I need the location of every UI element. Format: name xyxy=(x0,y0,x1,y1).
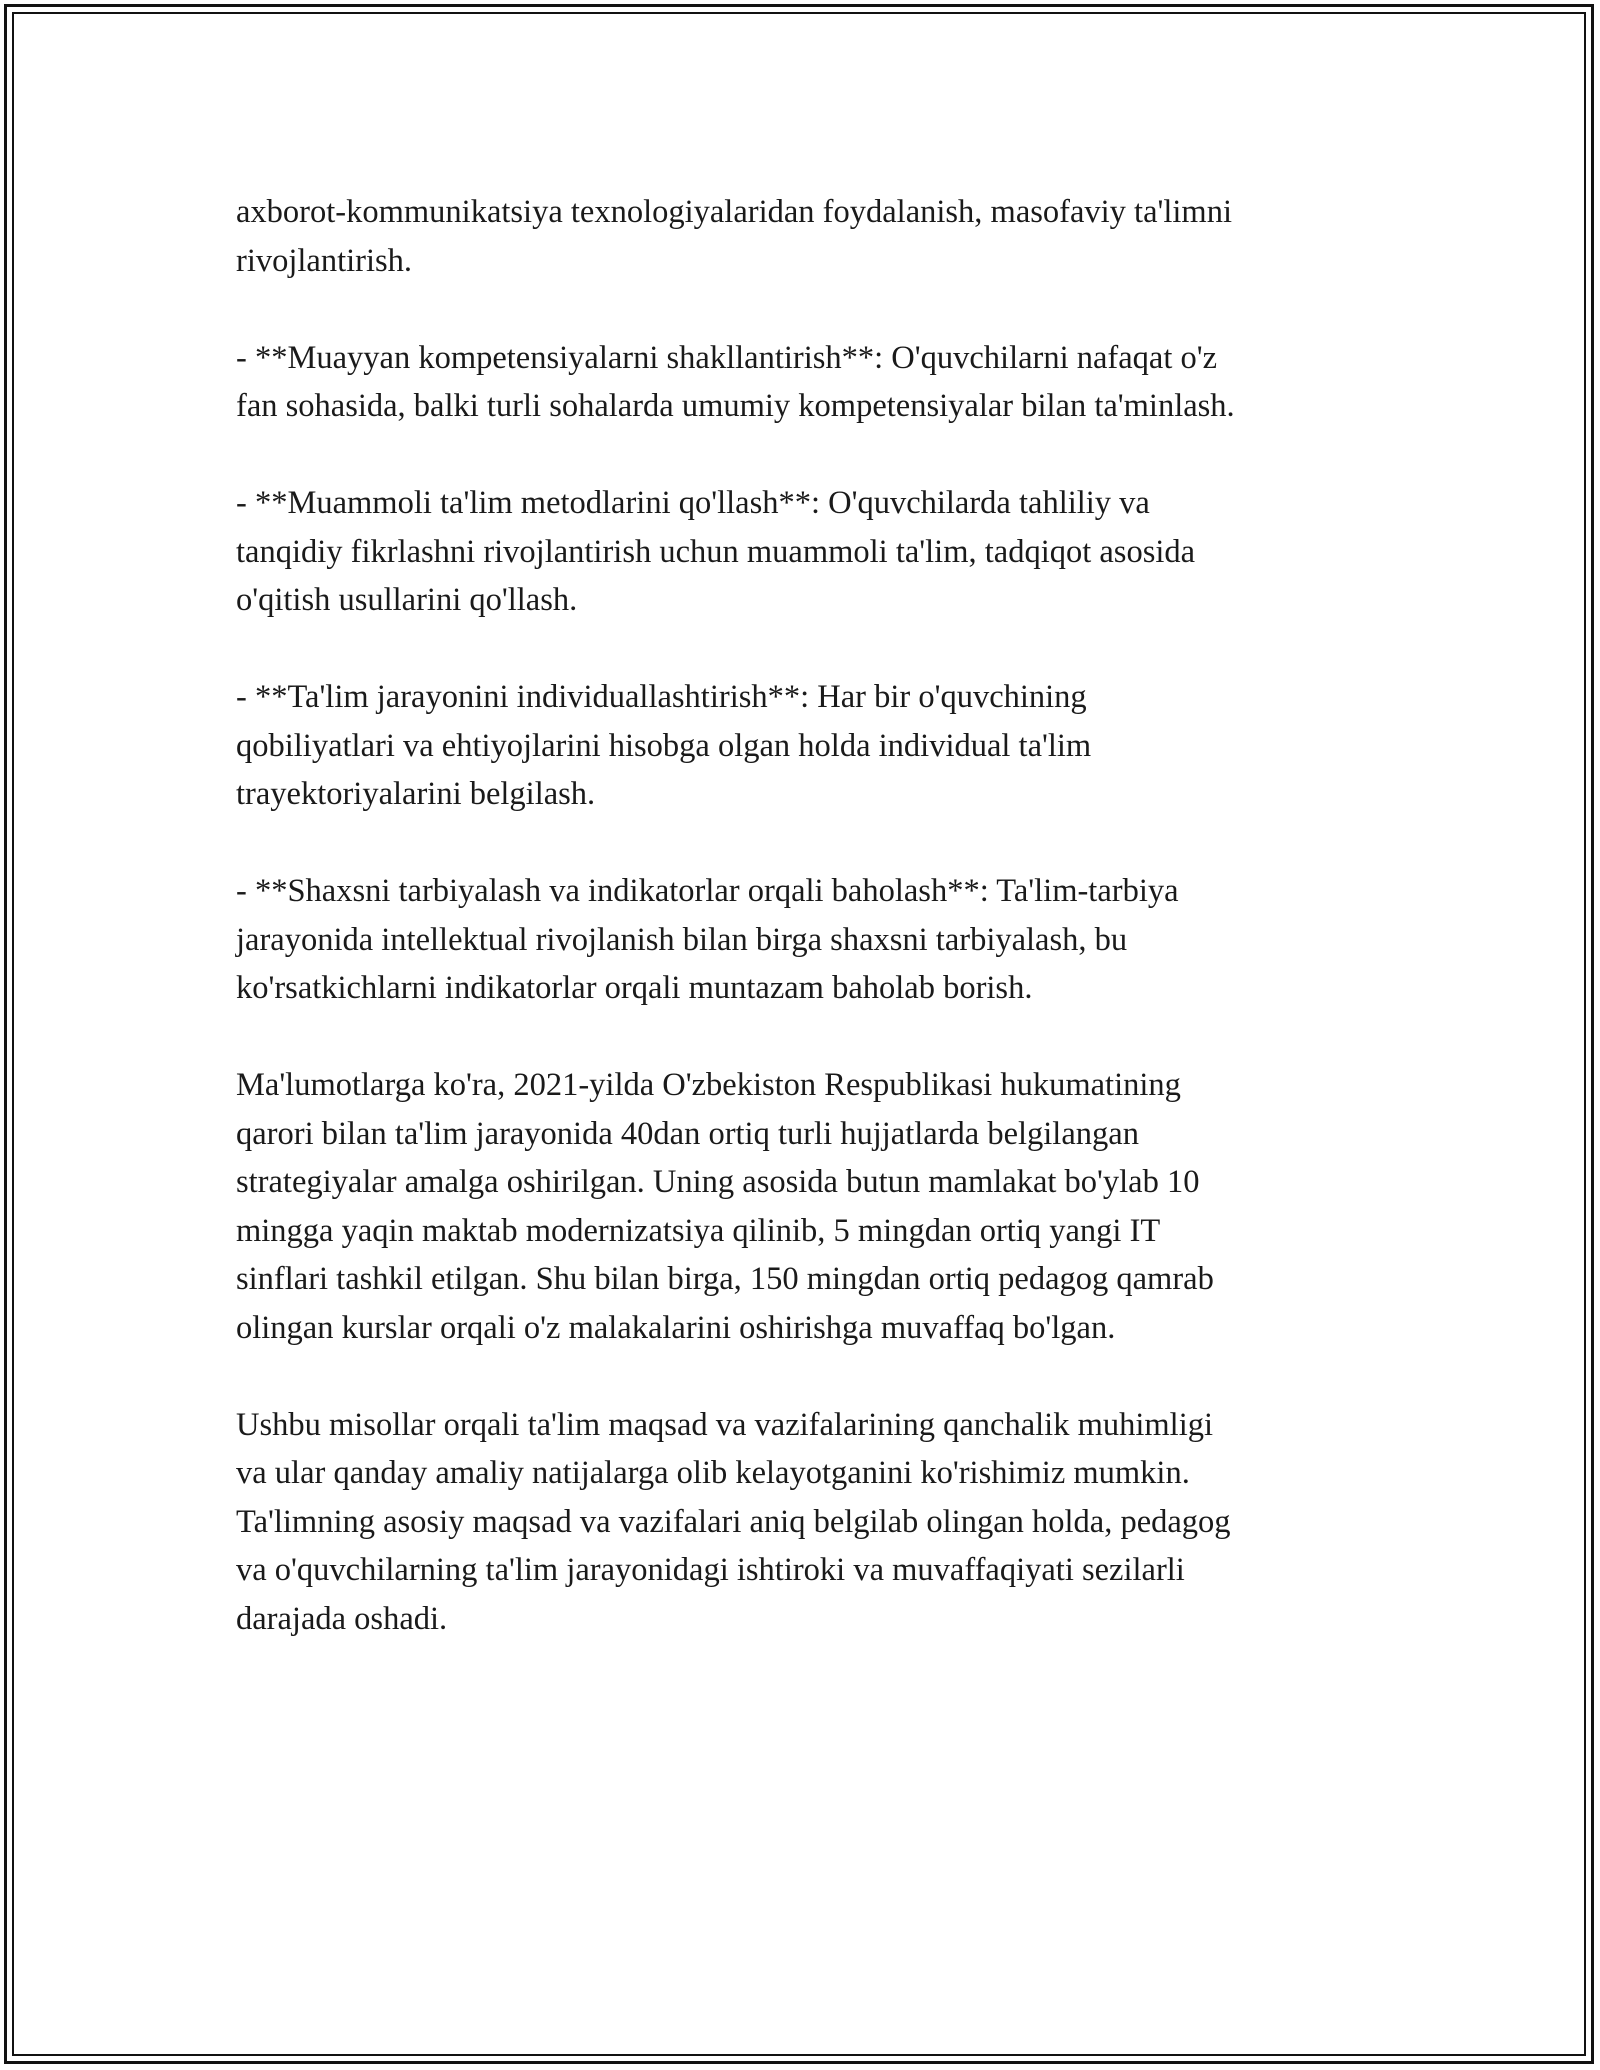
paragraph-ict-continuation: axborot-kommunikatsiya texnologiyalaridan foydalanish, masofaviy ta'limni rivojlantirish. xyxy=(236,194,1232,279)
paragraph-upbringing-assessment: - **Shaxsni tarbiyalash va indikatorlar orqali baholash**: Ta'lim-tarbiya jarayonida intellektual rivojlanish bilan birga shaxsni tarbiyalash, bu ko'rsatkichlarni indikatorlar orqali muntazam baholab borish. xyxy=(236,873,1179,1006)
document-body xyxy=(236,188,1386,1692)
paragraph-conclusion: Ushbu misollar orqali ta'lim maqsad va vazifalarining qanchalik muhimligi va ular qanday amaliy natijalarga olib kelayotganini ko'rishimiz mumkin. Ta'limning asosiy maqsad va vazifalari aniq belgilab olingan holda, pedagog va o'quvchilarning ta'lim jarayonidagi ishtiroki va muvaffaqiyati sezilarli darajada oshadi. xyxy=(236,1406,1231,1637)
paragraph-competencies: - **Muayyan kompetensiyalarni shakllantirish**: O'quvchilarni nafaqat o'z fan sohasida, balki turli sohalarda umumiy kompetensiyalar bilan ta'minlash. xyxy=(236,339,1235,424)
paragraph-problem-based-methods: - **Muammoli ta'lim metodlarini qo'llash**: O'quvchilarda tahliliy va tanqidiy fikrlashni rivojlantirish uchun muammoli ta'lim, tadqiqot asosida o'qitish usullarini qo'llash. xyxy=(236,485,1196,618)
paragraph-individualization: - **Ta'lim jarayonini individuallashtirish**: Har bir o'quvchining qobiliyatlari va ehtiyojlarini hisobga olgan holda individual ta'lim trayektoriyalarini belgilash. xyxy=(236,679,1092,812)
paragraph-statistics-2021: Ma'lumotlarga ko'ra, 2021-yilda O'zbekiston Respublikasi hukumatining qarori bilan ta'lim jarayonida 40dan ortiq turli hujjatlarda belgilangan strategiyalar amalga oshirilgan. Uning asosida butun mamlakat bo'ylab 10 mingga yaqin maktab modernizatsiya qilinib, 5 mingdan ortiq yangi IT sinflari tashkil etilgan. Shu bilan birga, 150 mingdan ortiq pedagog qamrab olingan kurslar orqali o'z malakalarini oshirishga muvaffaq bo'lgan. xyxy=(236,1067,1214,1346)
